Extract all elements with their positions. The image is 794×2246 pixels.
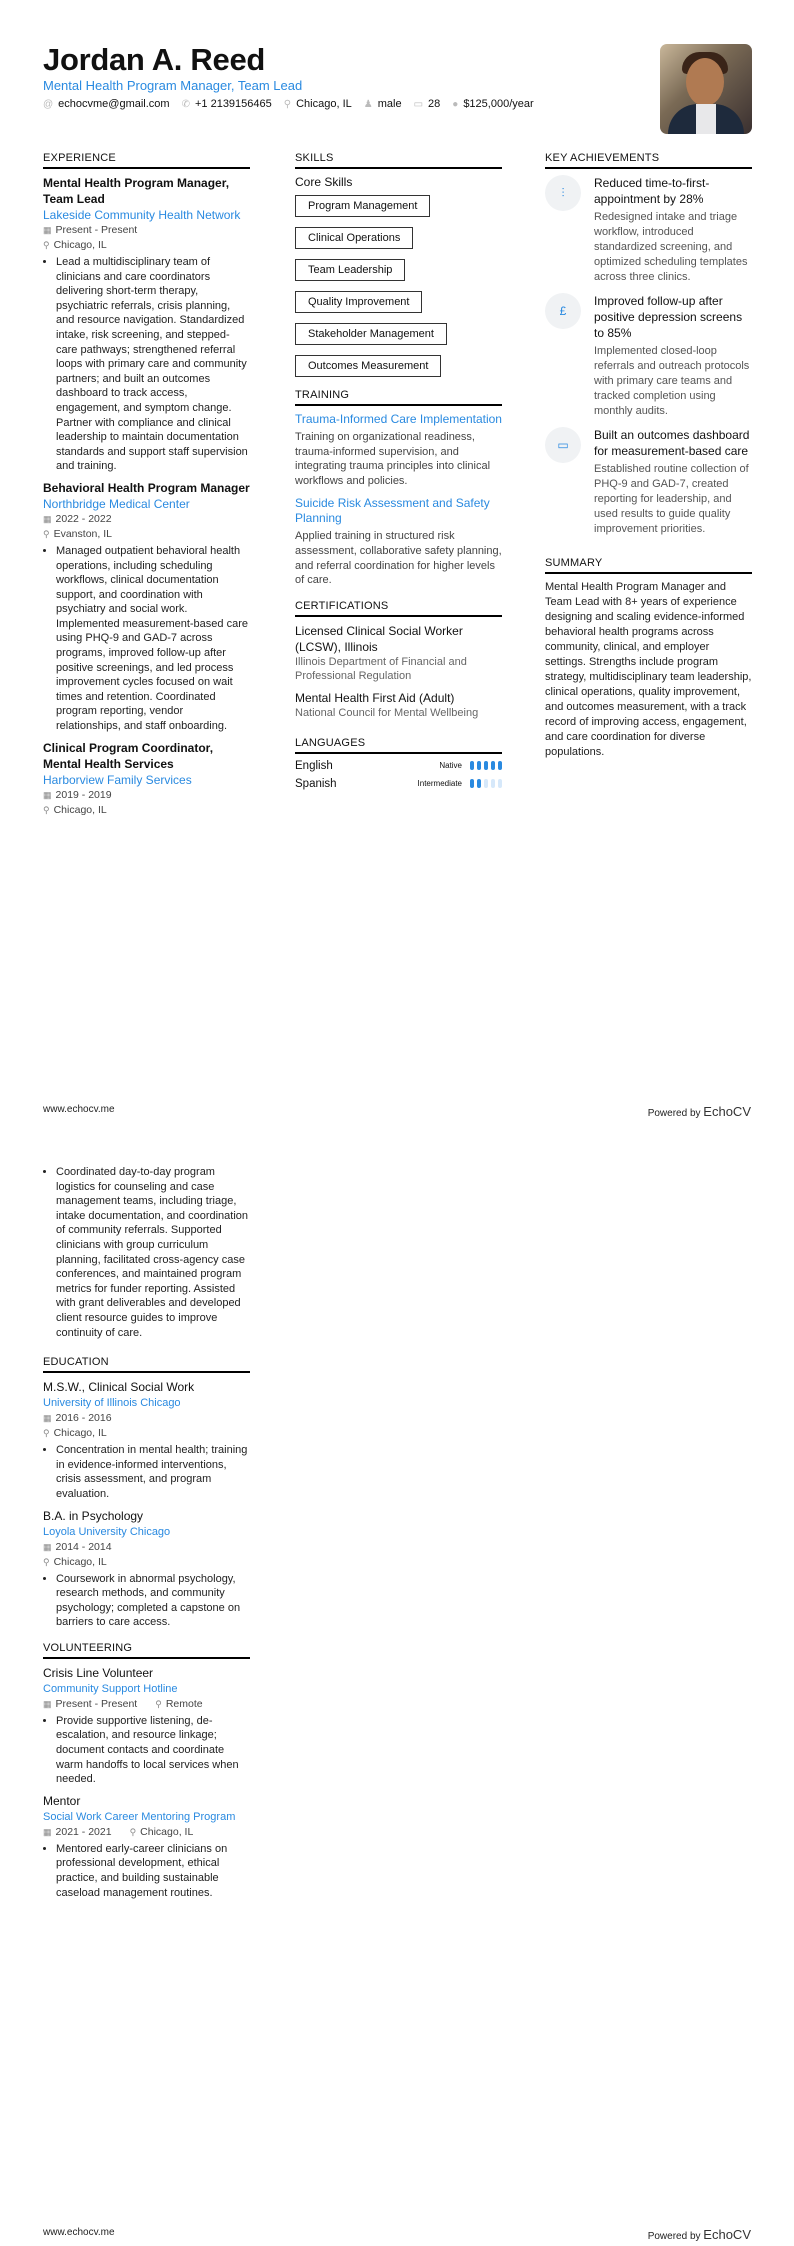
certification-issuer: Illinois Department of Financial and Professional Regulation: [295, 655, 467, 683]
skill-row: [295, 355, 502, 387]
dates-text: 2021 - 2021: [55, 1825, 112, 1838]
entry-title: B.A. in Psychology: [43, 1508, 144, 1523]
section-heading-experience: EXPERIENCE: [43, 152, 250, 169]
profile-photo: [660, 44, 752, 134]
contact-item: [284, 98, 352, 110]
entry-dates: [43, 512, 250, 527]
calendar-icon: ▦: [43, 1698, 52, 1709]
contact-text: 28: [428, 98, 441, 110]
achievement-item: [545, 293, 752, 419]
entry-dates: [43, 788, 250, 803]
section-heading-achievements: KEY ACHIEVEMENTS: [545, 152, 752, 169]
salary-icon: ●: [452, 99, 459, 110]
section-heading-training: TRAINING: [295, 389, 502, 406]
contact-item: [43, 98, 170, 110]
achievement-body: [594, 175, 752, 285]
dates-text: 2019 - 2019: [55, 788, 112, 801]
location-icon: ⚲: [43, 1556, 50, 1567]
skill-tag: Quality Improvement: [295, 291, 422, 313]
entry-dates: [43, 1825, 250, 1840]
location-text: Remote: [165, 1697, 203, 1710]
dates-text: 2014 - 2014: [55, 1540, 112, 1553]
language-row: [295, 778, 502, 790]
bullet-list: [43, 1443, 250, 1501]
calendar-icon: ▦: [43, 513, 52, 524]
certification-title: Licensed Clinical Social Worker (LCSW), Illinois: [295, 623, 463, 654]
location-icon: ⚲: [43, 528, 50, 539]
entry-dates: [43, 1697, 250, 1712]
location-text: Chicago, IL: [53, 239, 107, 251]
skill-row: [295, 323, 502, 355]
proficiency-dot: [498, 761, 502, 770]
proficiency-dot: [470, 779, 474, 788]
location-icon: ⚲: [155, 1698, 162, 1709]
bullet-item: • Coursework in abnormal psychology, research methods, and community psychology; completed a capstone on barriers to care access.: [56, 1572, 250, 1630]
calendar-icon: ▦: [43, 225, 52, 235]
right-column: [545, 152, 752, 760]
at-icon: @: [43, 99, 54, 110]
proficiency-dot: [498, 779, 502, 788]
powered-by-label: Powered by: [647, 2231, 701, 2242]
dates-text: Present - Present: [55, 224, 138, 236]
section-heading-volunteering: VOLUNTEERING: [43, 1642, 250, 1659]
training-description: Training on organizational readiness, trauma-informed supervision, and integrating trauma principles into clinical workflows and policies.: [295, 431, 491, 487]
powered-by-label: Powered by: [647, 1108, 701, 1119]
entry-item: [43, 1379, 250, 1501]
contact-row: [43, 98, 534, 110]
skill-row: [295, 227, 502, 259]
achievement-item: [545, 427, 752, 537]
brand-logo: EchoCV: [703, 2227, 751, 2242]
certification-title: Mental Health First Aid (Adult): [295, 690, 455, 705]
achievement-body: [594, 293, 752, 419]
brand-logo: EchoCV: [703, 1104, 751, 1119]
summary-text: Mental Health Program Manager and Team Lead with 8+ years of experience designing and scaling evidence-informed behavioral health programs across community, clinical, and employer settings. Strengths include program strategy, multidisciplinary team leadership, clinical operations, quality improvement, and outcomes measurement, with a track record of improving access, engagement, and care coordination for diverse populations.: [545, 581, 752, 758]
entry-title: Clinical Program Coordinator, Mental Health Services: [43, 740, 214, 771]
language-row: [295, 760, 502, 772]
section-heading-certifications: CERTIFICATIONS: [295, 600, 502, 617]
training-title[interactable]: Suicide Risk Assessment and Safety Planning: [295, 496, 490, 526]
location-text: Chicago, IL: [53, 1555, 107, 1568]
skill-row: [295, 291, 502, 323]
skill-row: [295, 259, 502, 291]
contact-item: [182, 98, 272, 110]
dates-text: Present - Present: [55, 1697, 138, 1710]
bullet-list: [43, 1714, 250, 1787]
location-text: Chicago, IL: [53, 803, 107, 816]
footer-powered-by: [648, 1104, 751, 1119]
footer-site-link[interactable]: www.echocv.me: [43, 1104, 115, 1115]
achievement-description: Redesigned intake and triage workflow, introduced standardized screening, and optimized scheduling templates across three clinics.: [594, 211, 748, 283]
entry-title: Mentor: [43, 1793, 81, 1808]
proficiency-dot: [470, 761, 474, 770]
pound-coin-icon: £: [545, 293, 581, 329]
location-text: Chicago, IL: [140, 1825, 194, 1838]
phone-icon: ✆: [181, 99, 190, 110]
section-heading-skills: SKILLS: [295, 152, 502, 169]
proficiency-dot: [491, 761, 495, 770]
organization-name[interactable]: Community Support Hotline: [43, 1682, 178, 1695]
section-heading-education: EDUCATION: [43, 1356, 250, 1373]
location-icon: ⚲: [43, 804, 50, 815]
bullet-list: [43, 544, 250, 734]
contact-text: $125,000/year: [463, 98, 534, 110]
organization-name[interactable]: Northbridge Medical Center: [43, 496, 190, 511]
proficiency-dots: [470, 779, 502, 788]
bullet-list: [43, 255, 250, 474]
entry-location: [43, 803, 250, 818]
location-icon: ⚲: [43, 1428, 50, 1439]
proficiency-dot: [477, 761, 481, 770]
calendar-icon: ▦: [43, 1413, 52, 1424]
proficiency-dot: [491, 779, 495, 788]
achievement-description: Implemented closed-loop referrals and outreach protocols with primary care teams and tracked completion using monthly audits.: [594, 345, 750, 417]
location-text: Evanston, IL: [53, 527, 112, 540]
organization-name[interactable]: Harborview Family Services: [43, 772, 192, 787]
entry-dates: [43, 1540, 250, 1555]
skill-tag: Clinical Operations: [295, 227, 413, 249]
entry-item: [43, 1793, 250, 1900]
entry-item: [43, 480, 250, 734]
language-level: Intermediate: [417, 779, 462, 789]
entry-location: [43, 1426, 250, 1441]
bullet-item: • Provide supportive listening, de-escalation, and resource linkage; document contacts and coordinate warm handoffs to local services when needed.: [56, 1714, 250, 1787]
entry-item: [43, 175, 250, 474]
skill-tag: Program Management: [295, 195, 430, 217]
left-column-continued: [43, 1163, 250, 1906]
calendar-icon: ▦: [43, 789, 52, 800]
middle-column: [295, 152, 502, 796]
skill-tag: Team Leadership: [295, 259, 405, 281]
entry-dates: [43, 1411, 250, 1426]
language-level: Native: [439, 761, 462, 771]
achievement-body: [594, 427, 752, 537]
bullet-list: [43, 1572, 250, 1630]
footer-site-link[interactable]: www.echocv.me: [43, 2227, 115, 2238]
person-icon: ♟: [363, 99, 373, 110]
achievement-title: Built an outcomes dashboard for measurement-based care: [594, 428, 750, 458]
resume-page-2: [0, 1123, 794, 2246]
candidate-title: Mental Health Program Manager, Team Lead: [43, 78, 303, 93]
contact-item: [364, 98, 402, 110]
bullet-item: • Mentored early-career clinicians on professional development, ethical practice, and building sustainable caseload management routines.: [56, 1842, 250, 1900]
calendar-icon: ▭: [545, 427, 581, 463]
achievement-description: Established routine collection of PHQ-9 and GAD-7, created reporting for leadership, and used results to guide quality improvement priorities.: [594, 463, 749, 535]
sliders-icon: ⫶: [545, 175, 581, 211]
entry-title: Mental Health Program Manager, Team Lead: [43, 176, 230, 206]
training-description: Applied training in structured risk assessment, collaborative safety planning, and referral coordination for higher levels of care.: [295, 530, 502, 587]
entry-title: Crisis Line Volunteer: [43, 1665, 154, 1680]
entry-item: [43, 1508, 250, 1630]
location-icon: ⚲: [129, 1826, 137, 1837]
entry-dates: [43, 223, 250, 238]
dates-text: 2016 - 2016: [55, 1412, 112, 1425]
bullet-list: [43, 1842, 250, 1900]
entry-title: M.S.W., Clinical Social Work: [43, 1380, 195, 1395]
language-name: Spanish: [295, 777, 337, 790]
achievement-item: [545, 175, 752, 285]
entry-location: [43, 238, 250, 253]
entry-item: [43, 1665, 250, 1787]
bullet-item: • Managed outpatient behavioral health operations, including scheduling workflows, clinical documentation support, and coordination with psychiatry and social work. Implemented measurement-based care using PHQ-9 and GAD-7 across programs, improved follow-up after positive screenings, and led process improvement cycles focused on wait times and retention. Coordinated program reporting, vendor relationships, and staff onboarding.: [56, 544, 250, 734]
location-icon: ⚲: [283, 99, 292, 110]
location-text: Chicago, IL: [53, 1427, 107, 1440]
section-heading-languages: LANGUAGES: [295, 737, 502, 754]
location-icon: ⚲: [43, 240, 50, 250]
contact-item: [414, 98, 441, 110]
section-heading-summary: SUMMARY: [545, 557, 752, 574]
bullet-item: • Coordinated day-to-day program logistics for counseling and case management teams, including triage, intake documentation, and coordination of community referrals. Supported clinicians with group curriculum planning, facilitated cross-agency case conferences, and maintained program metrics for funder reporting. Assisted with grant deliverables and developed client resource guides to improve continuity of care.: [56, 1165, 250, 1340]
candidate-name: Jordan A. Reed: [43, 42, 266, 77]
skills-group-heading: Core Skills: [295, 175, 353, 189]
skill-tag: Stakeholder Management: [295, 323, 447, 345]
entry-item: [43, 740, 250, 818]
training-title[interactable]: Trauma-Informed Care Implementation: [295, 412, 502, 426]
contact-text: Chicago, IL: [296, 98, 352, 110]
dates-text: 2022 - 2022: [55, 512, 112, 525]
entry-location: [43, 527, 250, 542]
bullet-item: • Lead a multidisciplinary team of clinicians and care coordinators delivering short-term therapy, psychiatric referrals, crisis planning, and resource navigation. Standardized intake, risk screening, and stepped-care pathways; strengthened referral loops with primary care and community partners; and built an outcomes dashboard to track access, engagement, and symptom change. Partner with compliance and clinical leadership to maintain documentation standards and support staff supervision and training.: [56, 255, 250, 474]
footer-powered-by: [648, 2227, 751, 2242]
contact-text: male: [377, 98, 402, 110]
entry-title: Behavioral Health Program Manager: [43, 480, 250, 495]
achievement-title: Improved follow-up after positive depression screens to 85%: [594, 294, 743, 340]
proficiency-dot: [477, 779, 481, 788]
organization-name[interactable]: Social Work Career Mentoring Program: [43, 1810, 236, 1823]
left-column: [43, 152, 250, 824]
achievement-title: Reduced time-to-first-appointment by 28%: [594, 176, 710, 206]
proficiency-dot: [484, 761, 488, 770]
calendar-icon: ▦: [43, 1541, 52, 1552]
proficiency-dots: [470, 761, 502, 770]
bullet-item: • Concentration in mental health; training in evidence-informed interventions, crisis assessment, and program evaluation.: [56, 1443, 250, 1501]
proficiency-dot: [484, 779, 488, 788]
organization-name[interactable]: University of Illinois Chicago: [43, 1397, 181, 1410]
contact-text: +1 2139156465: [194, 98, 272, 110]
skill-tag: Outcomes Measurement: [295, 355, 441, 377]
contact-item: [452, 98, 533, 110]
skill-row: [295, 195, 502, 227]
entry-location: [43, 1555, 250, 1570]
organization-name[interactable]: Lakeside Community Health Network: [43, 208, 241, 222]
contact-text: echocvme@gmail.com: [58, 98, 170, 110]
calendar-icon: ▦: [43, 1826, 52, 1837]
organization-name[interactable]: Loyola University Chicago: [43, 1525, 171, 1538]
calendar-icon: ▭: [413, 99, 424, 110]
language-name: English: [295, 759, 333, 772]
certification-issuer: National Council for Mental Wellbeing: [295, 706, 479, 719]
